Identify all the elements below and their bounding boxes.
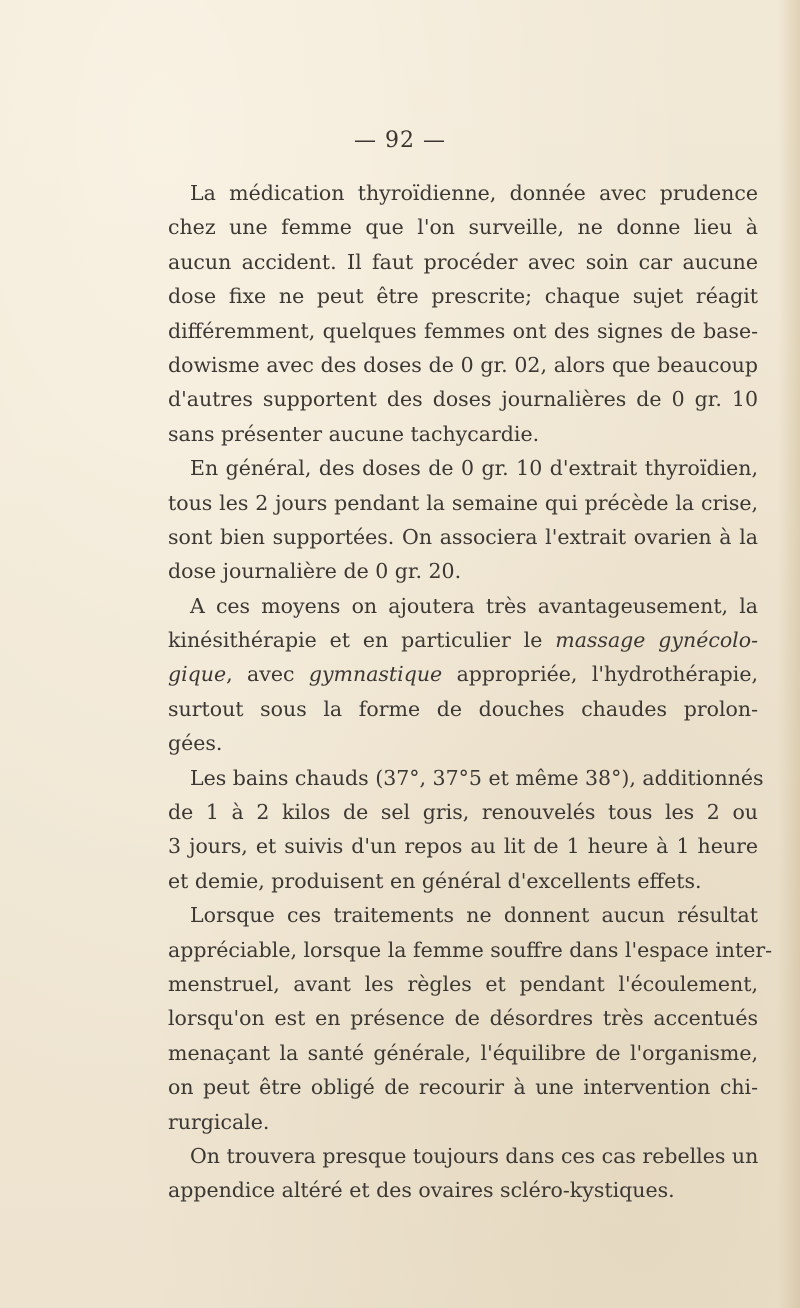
text-line [168, 486, 758, 520]
text-line [168, 933, 773, 967]
text-segment: En général, des doses de 0 gr. 10 d'extrait thyroïdien, [190, 456, 758, 481]
text-line [168, 967, 758, 1001]
text-line [168, 864, 758, 898]
text-line [168, 589, 758, 623]
text-segment: appendice altéré et des ovaires scléro-kystiques. [168, 1178, 675, 1203]
text-line [168, 761, 764, 795]
text-segment: , avec [226, 662, 309, 687]
text-segment: La médication thyroïdienne, donnée avec prudence [190, 181, 758, 205]
text-segment: Les bains chauds (37°, 37°5 et même 38°), additionnés [190, 765, 764, 790]
text-segment: 3 jours, et suivis d'un repos au lit de 1 heure à 1 heure [168, 834, 758, 859]
text-line [168, 657, 758, 691]
text-line [168, 348, 758, 382]
text-line [168, 692, 758, 726]
text-line [168, 554, 758, 588]
text-line [168, 1036, 758, 1070]
text-segment: gées. [168, 731, 223, 756]
text-segment: différemment, quelques femmes ont des signes de base- [168, 318, 758, 343]
text-line [168, 1001, 758, 1035]
text-segment: aucun accident. Il faut procéder avec soin car aucune [168, 249, 758, 274]
text-segment: on peut être obligé de recourir à une intervention chi- [168, 1075, 758, 1100]
text-line [168, 1139, 758, 1173]
text-segment: menstruel, avant les règles et pendant l'écoulement, [168, 971, 758, 996]
text-line [168, 417, 758, 451]
text-segment: dose fixe ne peut être prescrite; chaque sujet réagit [168, 284, 758, 309]
page-number: — 92 — [354, 128, 446, 153]
text-segment: de 1 à 2 kilos de sel gris, renouvelés tous les 2 ou [168, 800, 758, 825]
text-line [168, 726, 758, 760]
italic-text-segment: gique [168, 662, 227, 687]
text-segment: sans présenter aucune tachycardie. [168, 421, 540, 446]
text-line [168, 245, 758, 279]
italic-text-segment: gymnastique [308, 662, 443, 687]
body-text [168, 176, 773, 1208]
text-segment: sont bien supportées. On associera l'extrait ovarien à la [168, 524, 758, 549]
page-edge-shading [778, 0, 800, 1308]
text-line [168, 1173, 758, 1207]
text-segment: surtout sous la forme de douches chaudes prolon- [168, 696, 758, 721]
text-line [168, 520, 758, 554]
text-segment: rurgicale. [168, 1109, 270, 1134]
italic-text-segment: massage gynécolo- [555, 628, 758, 653]
text-line [168, 451, 758, 485]
text-segment: lorsqu'on est en présence de désordres très accentués [168, 1006, 758, 1031]
text-segment: appropriée, l'hydrothérapie, [442, 662, 758, 687]
text-segment: kinésithérapie et en particulier le [168, 628, 556, 653]
text-segment: tous les 2 jours pendant la semaine qui précède la crise, [168, 490, 758, 515]
text-segment: Lorsque ces traitements ne donnent aucun résultat [190, 903, 758, 928]
text-line [168, 829, 758, 863]
text-line [168, 1105, 758, 1139]
text-segment: et demie, produisent en général d'excellents effets. [168, 868, 702, 893]
text-segment: d'autres supportent des doses journalières de 0 gr. 10 [168, 387, 758, 412]
text-segment: menaçant la santé générale, l'équilibre de l'organisme, [168, 1040, 758, 1065]
text-line [168, 1070, 758, 1104]
text-line [168, 795, 758, 829]
text-segment: chez une femme que l'on surveille, ne donne lieu à [168, 215, 758, 240]
text-line [168, 279, 758, 313]
text-line [168, 623, 758, 657]
text-line [168, 314, 758, 348]
text-line [168, 898, 758, 932]
text-segment: A ces moyens on ajoutera très avantageusement, la [190, 593, 758, 618]
text-line [168, 176, 758, 210]
text-segment: On trouvera presque toujours dans ces cas rebelles un [190, 1143, 759, 1168]
text-line [168, 382, 758, 416]
text-segment: dowisme avec des doses de 0 gr. 02, alors que beaucoup [168, 352, 758, 377]
text-line [168, 210, 758, 244]
text-segment: appréciable, lorsque la femme souffre dans l'espace inter- [168, 937, 773, 962]
text-segment: dose journalière de 0 gr. 20. [168, 559, 462, 584]
